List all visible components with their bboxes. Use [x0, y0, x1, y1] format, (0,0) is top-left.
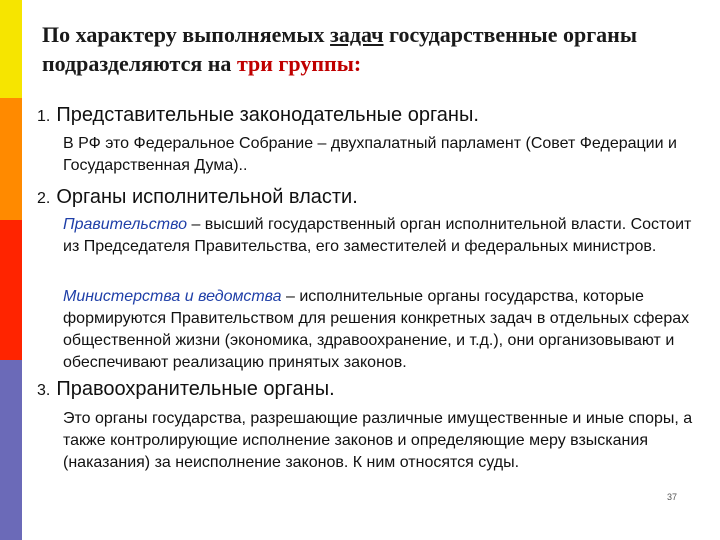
list-item-number: 1.: [37, 108, 51, 125]
sidebar-yellow-segment: [0, 0, 22, 98]
paragraph-law-enforcement: Это органы государства, разрешающие различные имущественные и иные споры, а также контролирующие исполнение законов и определяющие меру взыскания (наказания) за неисполнение законов. К ним относятся суды.: [63, 410, 693, 471]
list-item-number: 3.: [37, 382, 51, 399]
government-description: – высший государственный орган исполнительной власти. Состоит из Председателя Правительства, его заместителей и федеральных министров.: [63, 216, 692, 255]
term-government: Правительство: [63, 216, 187, 233]
title-highlight: три группы: [236, 51, 354, 76]
list-item-1: [37, 104, 479, 127]
sidebar-orange-segment: [0, 98, 22, 220]
title-colon: :: [353, 51, 362, 76]
paragraph-ministries: [63, 286, 693, 374]
list-item-2: [37, 186, 358, 209]
sidebar-purple-segment: [0, 360, 22, 540]
sidebar-color-bar: [0, 0, 22, 540]
sidebar-red-segment: [0, 220, 22, 360]
title-underlined-word: задач: [330, 22, 384, 47]
page-number: 37: [666, 492, 677, 502]
paragraph-government: [63, 214, 693, 258]
slide-title: [42, 20, 692, 78]
ministries-description: – исполнительные органы государства, которые формируются Правительством для решения конкретных задач в отдельных сферах общественной жизни (экономика, здравоохранение, и т.д.), они организовывают и обеспечивают реализацию принятых законов.: [63, 288, 690, 371]
list-item-heading: Представительные законодательные органы.: [56, 104, 479, 126]
list-item-heading: Органы исполнительной власти.: [56, 186, 358, 208]
list-item-3: [37, 378, 335, 401]
term-ministries: Министерства и ведомства: [63, 288, 282, 305]
title-part2: государственные органы подразделяются на: [42, 22, 638, 76]
list-item-number: 2.: [37, 190, 51, 207]
paragraph-federal-assembly: В РФ это Федеральное Собрание – двухпалатный парламент (Совет Федерации и Государственная Дума)..: [63, 135, 677, 174]
title-part1: По характеру выполняемых: [42, 22, 331, 47]
list-item-heading: Правоохранительные органы.: [56, 378, 335, 400]
